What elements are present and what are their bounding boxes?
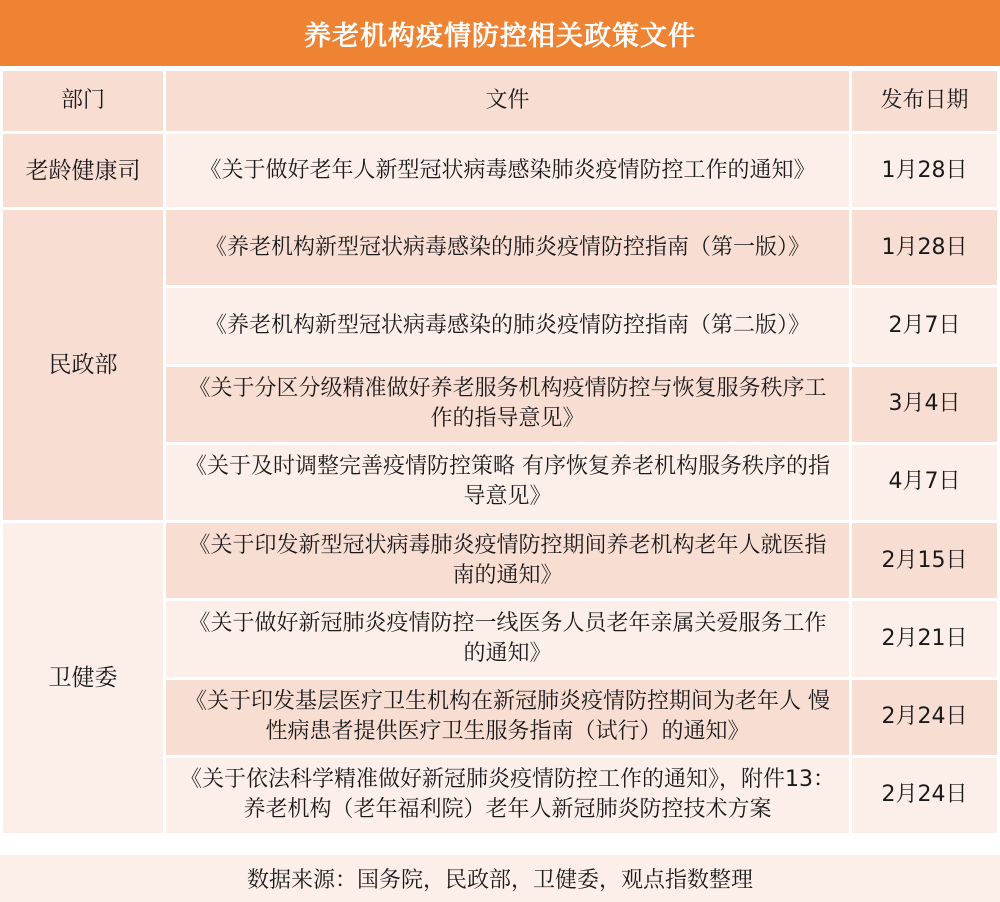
date-cell: 4月7日 [852,445,997,520]
data-source-note: 数据来源：国务院，民政部，卫健委，观点指数整理 [0,855,1000,902]
department-cell: 老龄健康司 [3,134,163,207]
document-cell: 《关于做好新冠肺炎疫情防控一线医务人员老年亲属关爱服务工作的通知》 [166,601,849,676]
department-cell: 卫健委 [3,523,163,833]
document-cell: 《养老机构新型冠状病毒感染的肺炎疫情防控指南（第一版）》 [166,210,849,285]
column-header-document: 文件 [166,71,849,131]
document-cell: 《关于分区分级精准做好养老服务机构疫情防控与恢复服务秩序工作的指导意见》 [166,367,849,442]
date-cell: 2月24日 [852,758,997,833]
header-row [3,71,997,131]
date-cell: 2月15日 [852,523,997,598]
date-cell: 2月7日 [852,288,997,363]
date-cell: 1月28日 [852,134,997,207]
department-cell: 民政部 [3,210,163,520]
policy-table [0,68,1000,836]
column-header-date: 发布日期 [852,71,997,131]
table-row [3,134,997,207]
document-cell: 《关于及时调整完善疫情防控策略 有序恢复养老机构服务秩序的指导意见》 [166,445,849,520]
document-cell: 《关于依法科学精准做好新冠肺炎疫情防控工作的通知》，附件13：养老机构（老年福利院）老年人新冠肺炎防控技术方案 [166,758,849,833]
document-cell: 《关于印发基层医疗卫生机构在新冠肺炎疫情防控期间为老年人 慢性病患者提供医疗卫生服务指南（试行）的通知》 [166,680,849,755]
date-cell: 3月4日 [852,367,997,442]
table-row [3,523,997,598]
table-row [3,210,997,285]
date-cell: 2月21日 [852,601,997,676]
date-cell: 1月28日 [852,210,997,285]
column-header-department: 部门 [3,71,163,131]
document-cell: 《关于做好老年人新型冠状病毒感染肺炎疫情防控工作的通知》 [166,134,849,207]
document-cell: 《关于印发新型冠状病毒肺炎疫情防控期间养老机构老年人就医指南的通知》 [166,523,849,598]
table-title: 养老机构疫情防控相关政策文件 [0,0,1000,66]
date-cell: 2月24日 [852,680,997,755]
document-cell: 《养老机构新型冠状病毒感染的肺炎疫情防控指南（第二版）》 [166,288,849,363]
